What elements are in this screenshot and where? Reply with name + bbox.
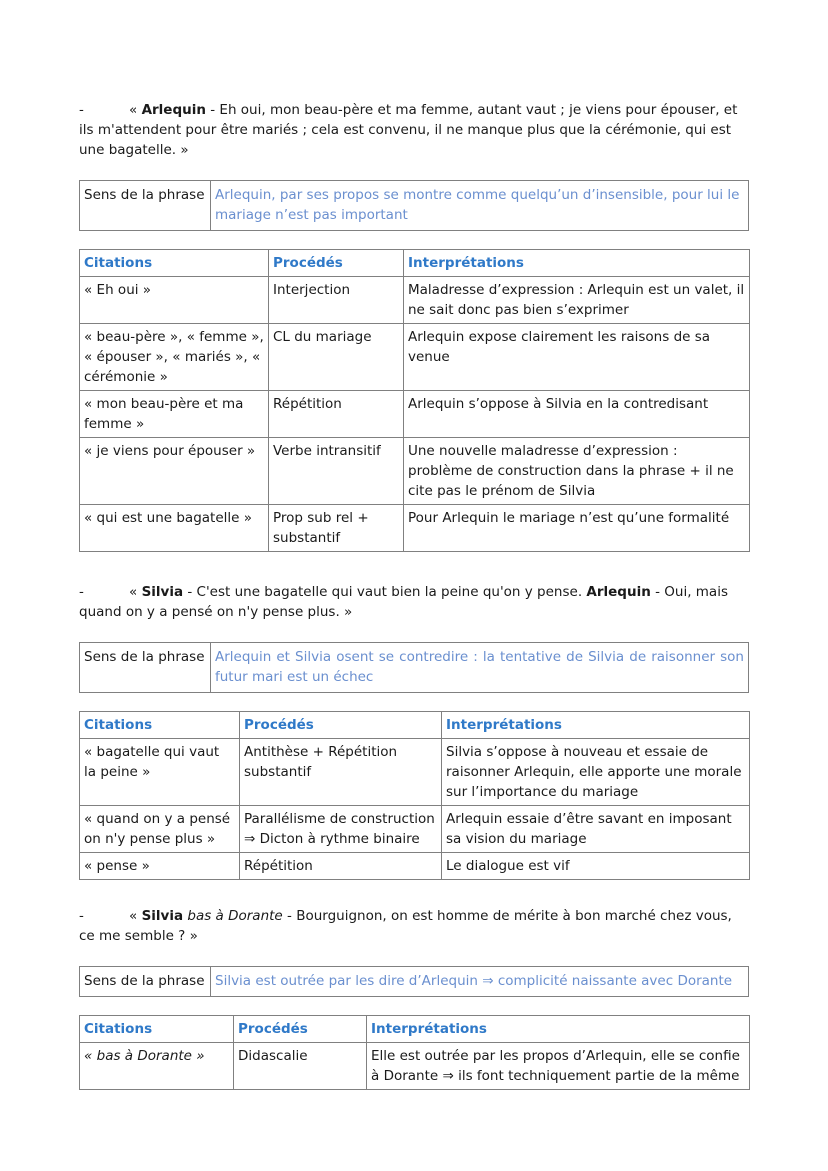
list-dash: - [79, 908, 84, 924]
table-header-row [80, 250, 750, 277]
list-dash: - [79, 584, 84, 600]
quote-3: - « Silvia bas à Dorante - Bourguignon, on est homme de mérite à bon marché chez vous, ce me semble ? » [79, 908, 732, 944]
header-procedes: Procédés [240, 712, 442, 739]
speaker-name: Arlequin [586, 584, 651, 600]
speaker-name: Silvia [141, 584, 184, 600]
table-row: « qui est une bagatelle » Prop sub rel + substantif Pour Arlequin le mariage n’est qu’une formalité [80, 505, 750, 552]
sens-label: Sens de la phrase [80, 967, 211, 997]
analysis-table-2 [79, 711, 750, 880]
table-row: « bagatelle qui vaut la peine » Antithèse + Répétition substantif Silvia s’oppose à nouveau et essaie de raisonner Arlequin, elle apporte une morale sur l’importance du mariage [80, 739, 750, 806]
sens-value: Silvia est outrée par les dire d’Arlequin ⇒ complicité naissante avec Dorante [211, 967, 749, 997]
quote-1: - « Arlequin - Eh oui, mon beau-père et ma femme, autant vaut ; je viens pour épouser, et ils m'attendent pour être mariés ; cela est convenu, il ne manque plus que la cérémonie, qui est une bagatelle. » [79, 102, 738, 158]
sens-table-1 [79, 180, 749, 231]
table-row: « pense » Répétition Le dialogue est vif [80, 853, 750, 880]
sens-label: Sens de la phrase [80, 181, 211, 231]
sens-label: Sens de la phrase [80, 643, 211, 693]
sens-value: Arlequin et Silvia osent se contredire : la tentative de Silvia de raisonner son futur mari est un échec [211, 643, 749, 693]
analysis-table-3 [79, 1015, 750, 1090]
analysis-table-1 [79, 249, 750, 552]
header-procedes: Procédés [234, 1016, 367, 1043]
table-row: « quand on y a pensé on n'y pense plus » Parallélisme de construction ⇒ Dicton à rythme binaire Arlequin essaie d’être savant en imposant sa vision du mariage [80, 806, 750, 853]
stage-direction: bas à Dorante [187, 908, 283, 924]
header-citations: Citations [80, 1016, 234, 1043]
header-interpretations: Interprétations [404, 250, 750, 277]
table-row: « bas à Dorante » Didascalie Elle est outrée par les propos d’Arlequin, elle se confie à Dorante ⇒ ils font techniquement partie de la même [80, 1043, 750, 1090]
table-row: « Eh oui » Interjection Maladresse d’expression : Arlequin est un valet, il ne sait donc pas bien s’exprimer [80, 277, 750, 324]
quote-2: - « Silvia - C'est une bagatelle qui vaut bien la peine qu'on y pense. Arlequin - Oui, mais quand on y a pensé on n'y pense plus. » [79, 584, 728, 620]
header-procedes: Procédés [269, 250, 404, 277]
table-header-row [80, 712, 750, 739]
header-interpretations: Interprétations [367, 1016, 750, 1043]
table-row: « mon beau-père et ma femme » Répétition Arlequin s’oppose à Silvia en la contredisant [80, 391, 750, 438]
sens-value: Arlequin, par ses propos se montre comme quelqu’un d’insensible, pour lui le mariage n’est pas important [211, 181, 749, 231]
list-dash: - [79, 102, 84, 118]
table-header-row [80, 1016, 750, 1043]
table-row: « beau-père », « femme », « épouser », « mariés », « cérémonie » CL du mariage Arlequin expose clairement les raisons de sa venue [80, 324, 750, 391]
header-citations: Citations [80, 712, 240, 739]
sens-table-2 [79, 642, 749, 693]
speaker-name: Arlequin [141, 102, 206, 118]
sens-table-3 [79, 966, 749, 997]
header-citations: Citations [80, 250, 269, 277]
header-interpretations: Interprétations [442, 712, 750, 739]
table-row: « je viens pour épouser » Verbe intransitif Une nouvelle maladresse d’expression : problème de construction dans la phrase + il ne cite pas le prénom de Silvia [80, 438, 750, 505]
speaker-name: Silvia [141, 908, 184, 924]
